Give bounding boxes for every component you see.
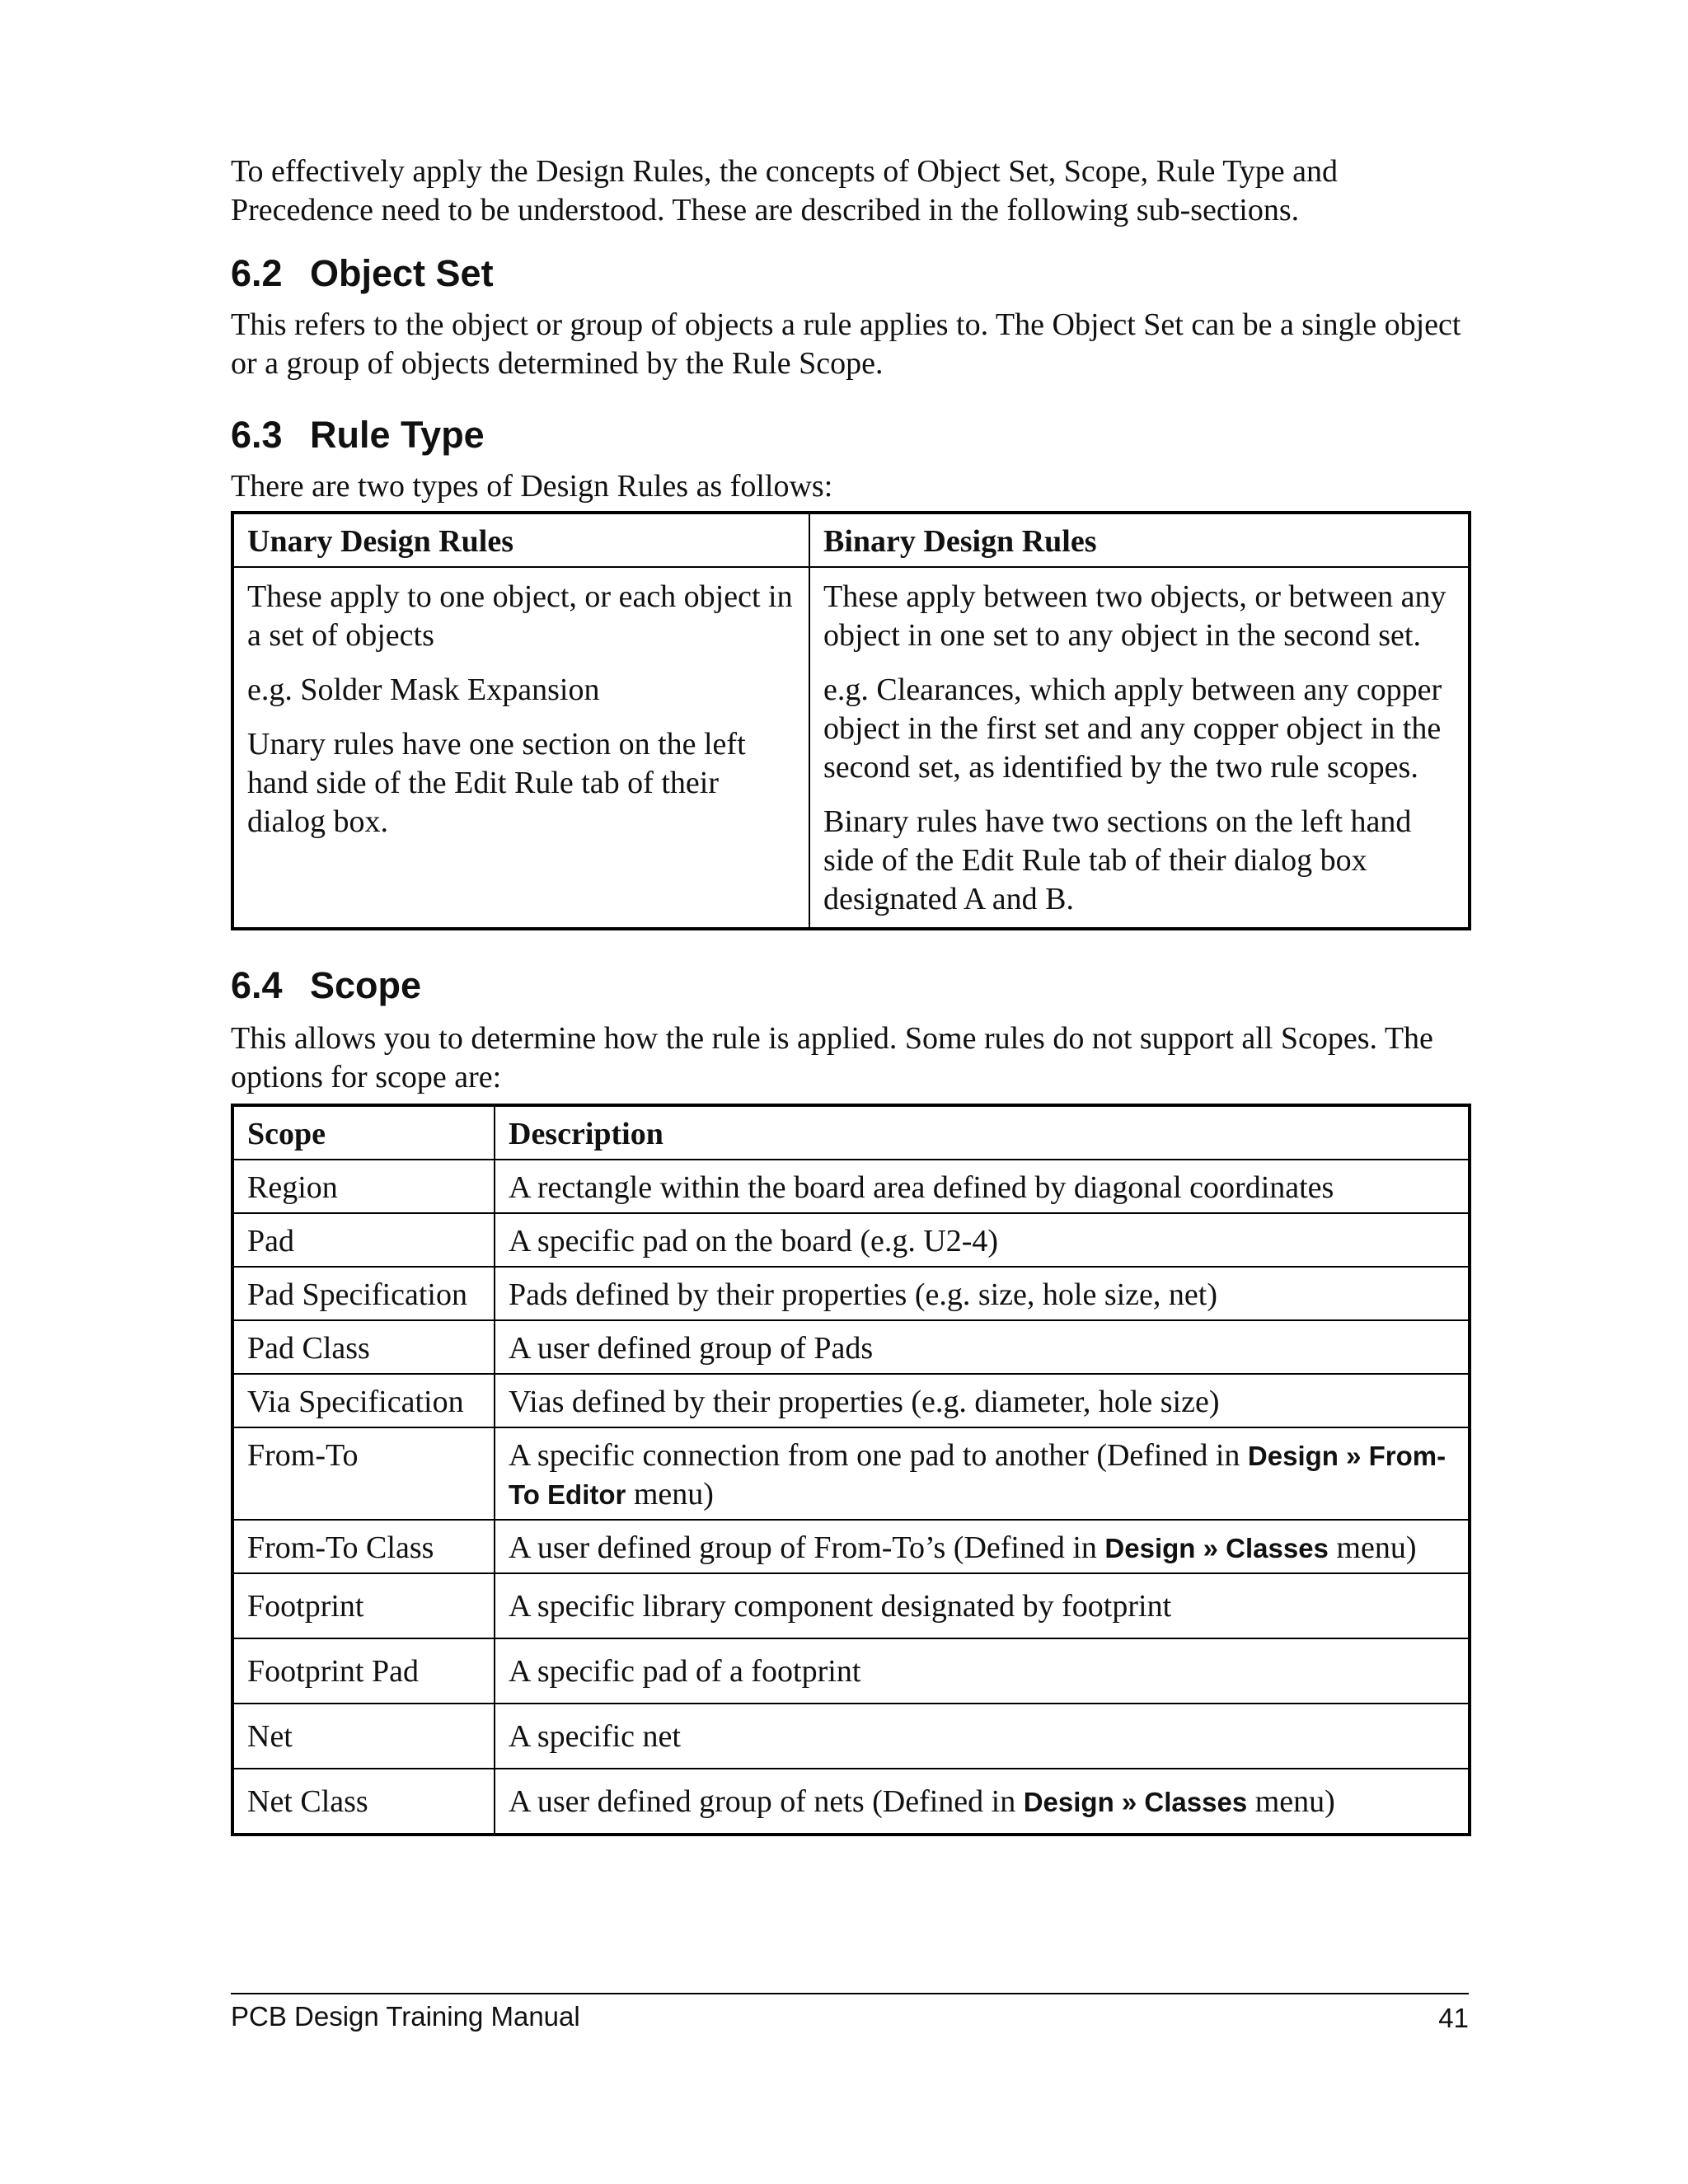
binary-note: Binary rules have two sections on the left hand side of the Edit Rule tab of their dialog box designated A and B.: [823, 804, 1412, 916]
table-row: [232, 1520, 1470, 1573]
page-content: [231, 152, 1467, 1836]
section-number: 6.2: [231, 252, 283, 294]
description-text: A user defined group of From-To’s (Defined in: [509, 1530, 1105, 1565]
scope-name-cell: Footprint Pad: [232, 1638, 495, 1704]
scope-description-cell: [495, 1374, 1470, 1427]
table-row: [232, 1573, 1470, 1638]
scope-table: [231, 1104, 1471, 1836]
scope-paragraph: This allows you to determine how the rule is applied. Some rules do not support all Scopes. The options for scope are:: [231, 1021, 1433, 1094]
scope-name-cell: Pad: [232, 1213, 495, 1267]
scope-name-cell: Pad Class: [232, 1320, 495, 1374]
scope-description-cell: [495, 1769, 1470, 1835]
unary-example: e.g. Solder Mask Expansion: [247, 673, 600, 707]
table-row: [232, 1638, 1470, 1704]
scope-description-cell: [495, 1427, 1470, 1520]
table-row: [232, 1769, 1470, 1835]
header-description: Description: [495, 1105, 1470, 1160]
description-text: A specific pad of a footprint: [509, 1654, 861, 1689]
description-text: Vias defined by their properties (e.g. diameter, hole size): [509, 1385, 1220, 1419]
scope-table-body: [232, 1160, 1470, 1835]
binary-definition: These apply between two objects, or between any object in one set to any object in the second set.: [823, 579, 1447, 653]
menu-path: Design » Classes: [1023, 1787, 1248, 1817]
description-text-end: menu): [1247, 1784, 1335, 1819]
table-row: [232, 1213, 1470, 1267]
description-text-end: menu): [626, 1477, 714, 1511]
heading-object-set: [231, 251, 1467, 296]
section-number: 6.4: [231, 964, 283, 1006]
description-text: A specific connection from one pad to another (Defined in: [509, 1438, 1248, 1473]
scope-name-cell: From-To Class: [232, 1520, 495, 1573]
description-text: Pads defined by their properties (e.g. size, hole size, net): [509, 1277, 1217, 1312]
section-number: 6.3: [231, 414, 283, 456]
table-row: [232, 1704, 1470, 1769]
scope-description-cell: [495, 1520, 1470, 1573]
table-row: [232, 567, 1470, 929]
description-text: A specific library component designated by footprint: [509, 1589, 1172, 1624]
table-header-row: [232, 1105, 1470, 1160]
binary-example: e.g. Clearances, which apply between any copper object in the first set and any copper object in the second set, as identified by the two rule scopes.: [823, 673, 1442, 785]
table-header-row: [232, 513, 1470, 567]
scope-name-cell: Via Specification: [232, 1374, 495, 1427]
heading-scope: [231, 963, 1467, 1008]
section-title: Rule Type: [310, 414, 485, 456]
scope-description-cell: [495, 1573, 1470, 1638]
menu-path: Design » From-To Editor: [509, 1441, 1447, 1510]
section-title: Scope: [310, 964, 422, 1006]
scope-name-cell: Net: [232, 1704, 495, 1769]
table-row: [232, 1427, 1470, 1520]
scope-name-cell: From-To: [232, 1427, 495, 1520]
table-row: [232, 1374, 1470, 1427]
header-unary: Unary Design Rules: [232, 513, 809, 567]
description-text: A rectangle within the board area defined by diagonal coordinates: [509, 1170, 1334, 1205]
section-title: Object Set: [310, 252, 494, 294]
page-footer: [231, 1993, 1469, 2032]
table-row: [232, 1320, 1470, 1374]
scope-description-cell: [495, 1704, 1470, 1769]
description-text: A user defined group of Pads: [509, 1331, 874, 1366]
binary-cell: [809, 567, 1470, 929]
intro-paragraph: To effectively apply the Design Rules, the concepts of Object Set, Scope, Rule Type and Precedence need to be understood. These are described in the following sub-sections.: [231, 154, 1338, 227]
unary-cell: [232, 567, 809, 929]
heading-rule-type: [231, 413, 1467, 457]
scope-description-cell: [495, 1320, 1470, 1374]
scope-description-cell: [495, 1267, 1470, 1320]
table-row: [232, 1160, 1470, 1213]
footer-title: PCB Design Training Manual: [231, 2001, 580, 2032]
header-scope: Scope: [232, 1105, 495, 1160]
description-text-end: menu): [1328, 1530, 1417, 1565]
scope-description-cell: [495, 1213, 1470, 1267]
scope-description-cell: [495, 1160, 1470, 1213]
table-row: [232, 1267, 1470, 1320]
menu-path: Design » Classes: [1104, 1533, 1329, 1563]
description-text: A user defined group of nets (Defined in: [509, 1784, 1024, 1819]
rule-type-table: [231, 511, 1471, 930]
header-binary: Binary Design Rules: [809, 513, 1470, 567]
unary-definition: These apply to one object, or each object in a set of objects: [247, 579, 793, 653]
page-number: 41: [1438, 2003, 1469, 2033]
description-text: A specific net: [509, 1719, 681, 1754]
scope-name-cell: Pad Specification: [232, 1267, 495, 1320]
scope-name-cell: Net Class: [232, 1769, 495, 1835]
scope-description-cell: [495, 1638, 1470, 1704]
object-set-paragraph: This refers to the object or group of objects a rule applies to. The Object Set can be a single object or a group of objects determined by the Rule Scope.: [231, 307, 1461, 381]
description-text: A specific pad on the board (e.g. U2-4): [509, 1224, 999, 1258]
unary-note: Unary rules have one section on the left hand side of the Edit Rule tab of their dialog box.: [247, 727, 746, 839]
scope-name-cell: Footprint: [232, 1573, 495, 1638]
scope-name-cell: Region: [232, 1160, 495, 1213]
rule-type-paragraph: There are two types of Design Rules as follows:: [231, 469, 833, 504]
